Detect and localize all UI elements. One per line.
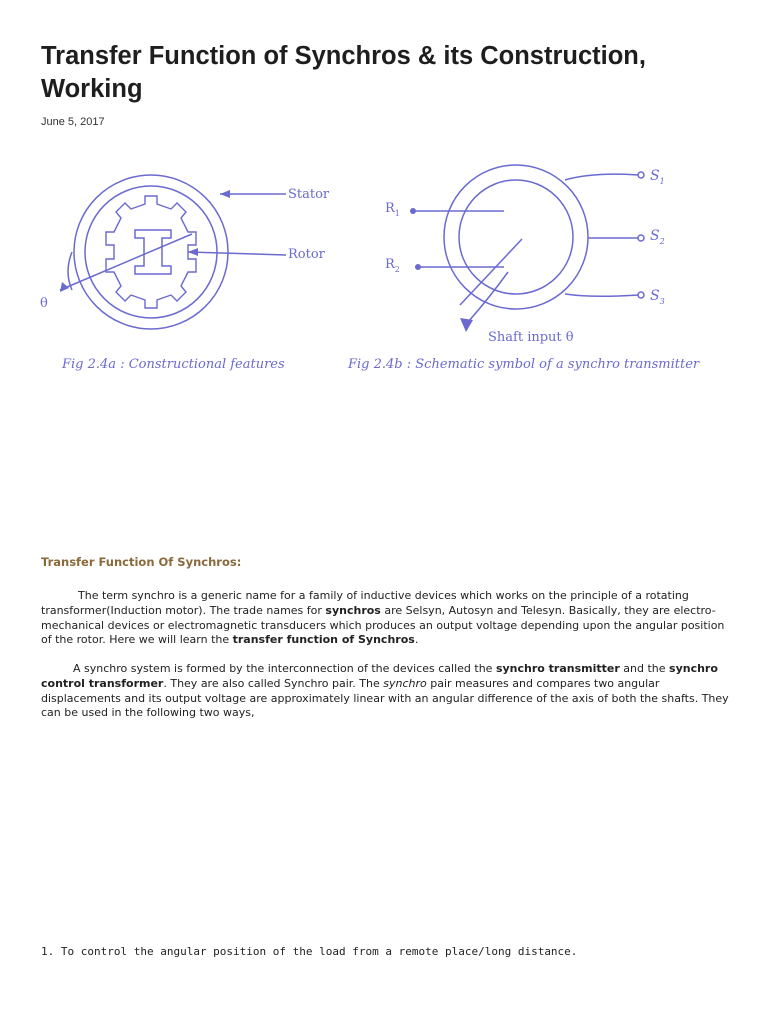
schematic-diagram bbox=[413, 165, 638, 322]
bold-transfer-function: transfer function of Synchros bbox=[232, 633, 415, 647]
construction-diagram bbox=[60, 175, 286, 329]
s2-label: $S_2$ bbox=[650, 228, 665, 246]
s3-terminal bbox=[638, 292, 644, 298]
list-item: 1. To control the angular position of the load from a remote place/long distance. bbox=[41, 945, 578, 958]
section-heading: Transfer Function Of Synchros: bbox=[41, 555, 242, 569]
r2-label: $R_2$ bbox=[385, 257, 400, 274]
s2-terminal bbox=[638, 235, 644, 241]
bold-synchro-transmitter: synchro transmitter bbox=[495, 662, 620, 675]
rotor-axis-line bbox=[60, 234, 192, 290]
r1-terminal bbox=[410, 208, 416, 214]
article-title: Transfer Function of Synchros & its Construction, Working bbox=[41, 42, 646, 103]
shaft-arrowhead bbox=[460, 318, 473, 332]
s1-terminal bbox=[638, 172, 644, 178]
s3-wire bbox=[565, 294, 638, 296]
s1-label: $S_1$ bbox=[650, 168, 665, 186]
caption-a: Fig 2.4a : Constructional features bbox=[62, 357, 285, 372]
bold-synchro-control-transformer: synchro control transformer bbox=[41, 662, 718, 690]
s1-wire bbox=[565, 174, 638, 180]
paragraph-intro: The term synchro is a generic name for a family of inductive devices which works on the principle of a rotating transformer(Induction motor). The trade names for synchros are Selsyn, Autosyn and Telesyn. Basically, they are electro-mechanical devices or electromagnetic transducers which produces an output voltage depending upon the angular position of the rotor. Here we will learn the transfer function of Synchros. bbox=[41, 589, 725, 647]
synchro-figure bbox=[38, 152, 738, 384]
s3-label: $S_3$ bbox=[650, 288, 665, 306]
theta-arrowhead bbox=[60, 282, 69, 292]
shaft-input-label: Shaft input θ bbox=[488, 330, 574, 345]
stator-arrowhead bbox=[220, 190, 230, 198]
stator-label: Stator bbox=[288, 187, 330, 202]
rotor-arrowhead bbox=[188, 248, 198, 256]
schematic-outer-circle bbox=[444, 165, 588, 309]
rotor-pointer bbox=[188, 252, 286, 255]
theta-label: θ bbox=[40, 296, 48, 311]
rotor-core bbox=[135, 230, 171, 274]
caption-b: Fig 2.4b : Schematic symbol of a synchro transmitter bbox=[348, 357, 700, 372]
shaft-arc bbox=[468, 272, 508, 322]
paragraph-synchro-system: A synchro system is formed by the interconnection of the devices called the synchro transmitter and the synchro control transformer. They are also called Synchro pair. The synchro pair measures and compares two angular displacements and its output voltage are approximately linear with an angular difference of the axis of both the shafts. They can be used in the following two ways, bbox=[41, 662, 729, 720]
bold-synchros: synchros bbox=[325, 603, 381, 617]
r2-terminal bbox=[415, 264, 421, 270]
schematic-inner-circle bbox=[459, 180, 573, 294]
r1-label: $R_1$ bbox=[385, 201, 400, 218]
theta-arc bbox=[68, 252, 72, 290]
publish-date: June 5, 2017 bbox=[41, 116, 105, 128]
italic-synchro: synchro bbox=[383, 676, 427, 690]
rotor-label: Rotor bbox=[288, 247, 325, 262]
